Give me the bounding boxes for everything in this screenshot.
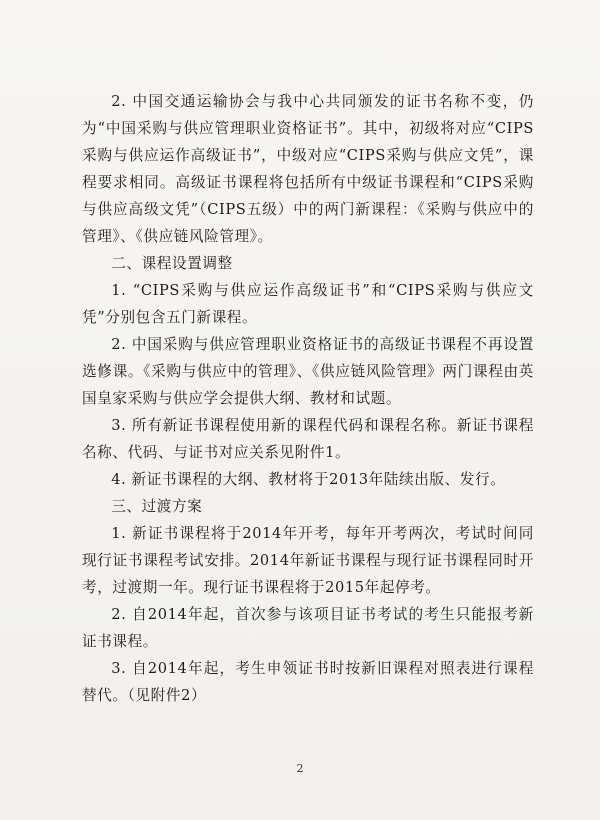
paragraph-transition-2: 2. 自2014年起，首次参与该项目证书考试的考生只能报考新证书课程。 [82,606,534,650]
page-number: 2 [296,762,304,775]
document-body [82,88,534,709]
paragraph-transition-1: 1. 新证书课程将于2014年开考，每年开考两次，考试时间同现行证书课程考试安排。2014年新证书课程与现行证书课程同时开考，过渡期一年。现行证书课程将于2015年起停考。 [82,525,534,596]
section-heading-transition-plan: 三、过渡方案 [111,498,203,515]
section-heading-course-adjustment: 二、课程设置调整 [111,255,233,272]
paragraph-adjustment-3: 3. 所有新证书课程使用新的课程代码和课程名称。新证书课程名称、代码、与证书对应关系见附件1。 [82,417,534,461]
paragraph-adjustment-1: 1. “CIPS采购与供应运作高级证书”和“CIPS采购与供应文凭”分别包含五门新课程。 [82,282,534,326]
paragraph-adjustment-2: 2. 中国采购与供应管理职业资格证书的高级证书课程不再设置选修课。《采购与供应中的管理》、《供应链风险管理》两门课程由英国皇家采购与供应学会提供大纲、教材和试题。 [82,336,534,407]
paragraph-certificate-names: 2. 中国交通运输协会与我中心共同颁发的证书名称不变，仍为“中国采购与供应管理职业资格证书”。其中，初级将对应“CIPS采购与供应运作高级证书”，中级对应“CIPS采购与供应文凭”，课程要求相同。高级证书课程将包括所有中级证书课程和“CIPS采购与供应高级文凭”（CIPS五级）中的两门新课程：《采购与供应中的管理》、《供应链风险管理》。 [82,93,534,245]
paragraph-adjustment-4: 4. 新证书课程的大纲、教材将于2013年陆续出版、发行。 [111,471,506,488]
paragraph-transition-3: 3. 自2014年起，考生申领证书时按新旧课程对照表进行课程替代。（见附件2） [82,660,534,704]
